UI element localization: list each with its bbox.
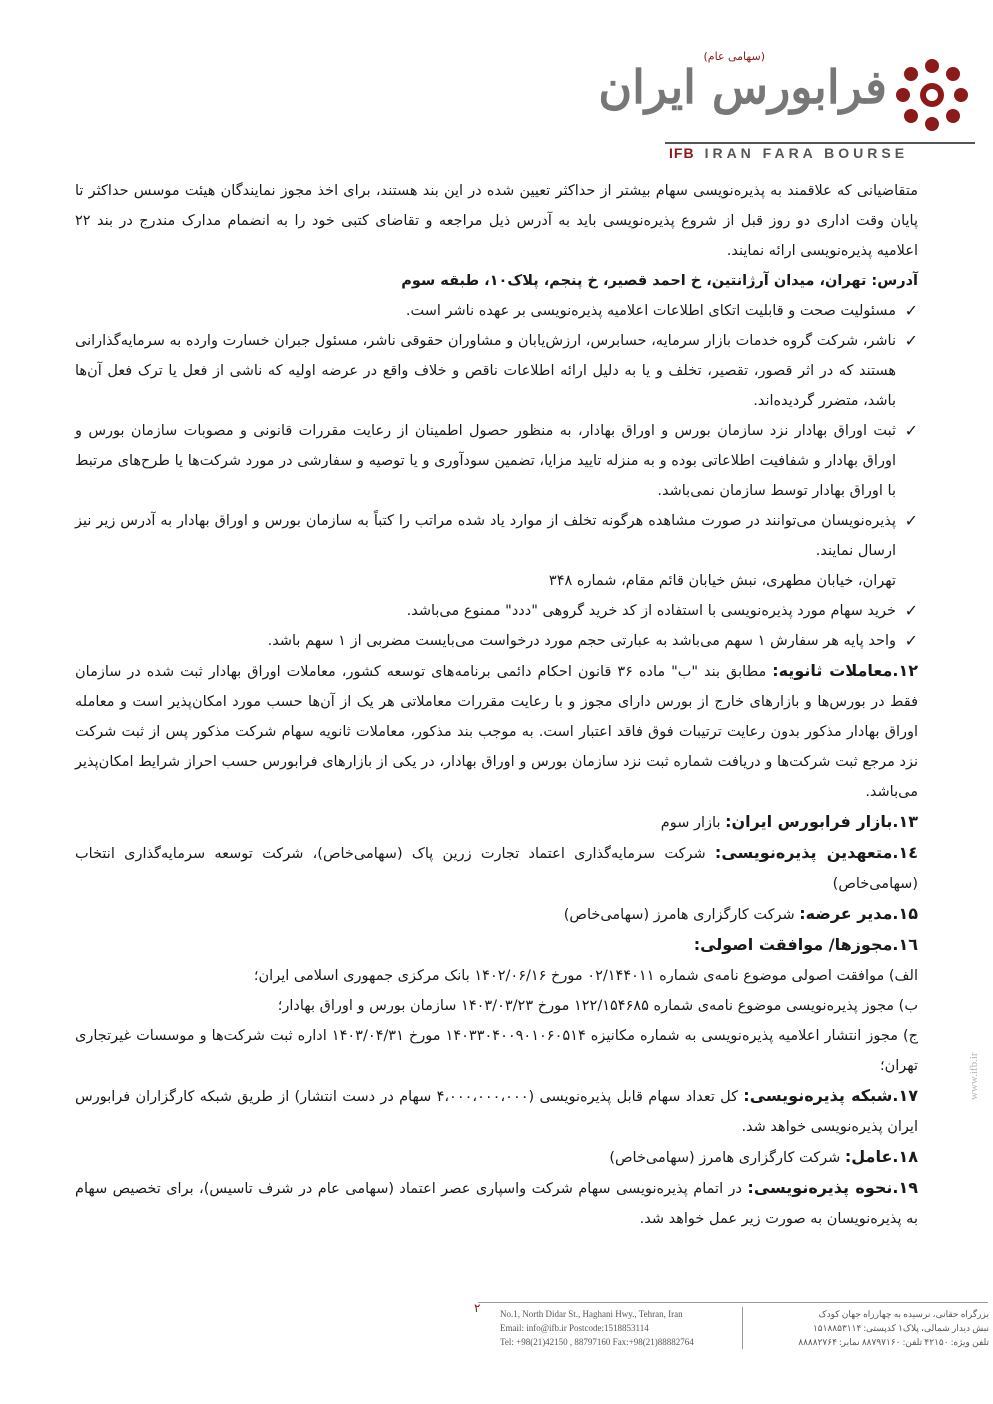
check-item: ✓ پذیره‌نویسان می‌توانند در صورت مشاهده هرگونه تخلف از موارد یاد شده مراتب را کتباً به سازمان بورس و اوراق بهادار به آدرس زیر نیز ارسال نمایند. xyxy=(75,506,918,566)
intro-paragraph: متقاضیانی که علاقمند به پذیره‌نویسی سهام بیشتر از حداکثر تعیین شده در این بند هستند، برای اخذ مجوز نمایندگان هیئت موسس حداکثر تا پایان وقت اداری دو روز قبل از شروع پذیره‌نویسی باید به آدرس ذیل مراجعه و تقاضای کتبی خود را به انضمام مدارک مندرج در بند ۲۲ اعلامیه پذیره‌نویسی ارائه نمایند. xyxy=(75,183,918,259)
section-17: ۱۷.شبکه پذیره‌نویسی: کل تعداد سهام قابل پذیره‌نویسی (۴،۰۰۰،۰۰۰،۰۰۰ سهام در دست انتشار) از طریق شبکه کارگزاران فرابورس ایران پذیره‌نویسی خواهد شد. xyxy=(75,1086,918,1135)
footer-email: Email: info@ifb.ir Postcode:1518853114 xyxy=(500,1323,649,1333)
section-heading: بازار فرابورس ایران: xyxy=(725,812,893,831)
logo-wordmark-fa: فرابورس ایران xyxy=(598,60,887,114)
section-14: ۱٤.متعهدین پذیره‌نویسی: شرکت سرمایه‌گذاری اعتماد تجارت زرین پاک (سهامی‌خاص)، شرکت توسعه سرمایه‌گذاری انتخاب (سهامی‌خاص) xyxy=(75,843,918,892)
checkmark-icon: ✓ xyxy=(904,631,918,650)
sec-address: تهران، خیابان مطهری، نبش خیابان قائم مقام، شماره ۳۴۸ xyxy=(548,573,896,589)
side-website: www.ifb.ir xyxy=(968,1052,980,1100)
check-item: ✓ واحد پایه هر سفارش ۱ سهم می‌باشد به عبارتی حجم مورد درخواست می‌بایست مضربی از ۱ سهم باشد. xyxy=(75,626,918,656)
checkmark-icon: ✓ xyxy=(904,301,918,320)
address-line: آدرس: تهران، میدان آرژانتین، خ احمد قصیر، خ پنجم، پلاک۱۰، طبقه سوم xyxy=(401,273,918,289)
checkmark-icon: ✓ xyxy=(904,511,918,530)
footer-postcode-fa: نبش دیدار شمالی، پلاک۱ کدپستی: ۱۵۱۸۸۵۳۱۱۴ xyxy=(812,1323,989,1333)
section-12: ۱۲.معاملات ثانویه: مطابق بند "ب" ماده ۳۶ قانون احکام دائمی برنامه‌های توسعه کشور، معاملات اوراق بهادار ثبت شده در سازمان فقط در بورس‌ها و بازارهای خارج از بورس دارای مجوز و با رعایت مقررات معاملاتی هر یک از آن‌ها حسب مورد امکان‌پذیر است و معامله اوراق بهادار مذکور بدون رعایت ترتیبات فوق فاقد اعتبار است. به موجب بند مذکور، معاملات ثانویه سهام شرکت مذکور پس از ثبت شرکت نزد مرجع ثبت شرکت‌ها و دریافت شماره ثبت نزد سازمان بورس و اوراق بهادار، در یکی از بازارهای فرابورس حسب احراز شرایط امکان‌پذیر می‌باشد. xyxy=(75,661,918,800)
section-heading: متعهدین پذیره‌نویسی: xyxy=(714,843,893,862)
section-heading: نحوه پذیره‌نویسی: xyxy=(747,1178,893,1197)
footer-phone: Tel: +98(21)42150 , 88797160 Fax:+98(21)88882764 xyxy=(500,1337,694,1347)
section-heading: معاملات ثانویه: xyxy=(772,661,893,680)
checkmark-icon: ✓ xyxy=(904,421,918,440)
checkmark-icon: ✓ xyxy=(904,601,918,620)
section-heading: عامل: xyxy=(844,1147,893,1166)
section-16: ۱٦.مجوزها/ موافقت اصولی: xyxy=(693,935,918,954)
section-heading: مجوزها/ موافقت اصولی: xyxy=(693,935,893,954)
footer xyxy=(478,1302,988,1355)
license-item: ب) مجوز پذیره‌نویسی موضوع نامه‌ی شماره ۱۲۲/۱۵۴۶۸۵ مورخ ۱۴۰۳/۰۳/۲۳ سازمان بورس و اوراق بهادار؛ xyxy=(277,998,918,1014)
logo-ifb: IFB xyxy=(669,145,695,161)
check-item: ✓ مسئولیت صحت و قابلیت اتکای اطلاعات اعلامیه پذیره‌نویسی بر عهده ناشر است. xyxy=(75,296,918,326)
license-item: ج) مجوز انتشار اعلامیه پذیره‌نویسی به شماره مکانیزه ۱۴۰۳۳۰۴۰۰۹۰۱۰۶۰۵۱۴ مورخ ۱۴۰۳/۰۴/۳۱ اداره ثبت شرکت‌ها و موسسات غیرتجاری تهران؛ xyxy=(75,1028,919,1074)
logo-english-bar xyxy=(665,142,975,162)
ifb-logo xyxy=(598,48,975,161)
footer-persian xyxy=(742,1307,993,1349)
footer-address-fa: بزرگراه حقانی، نرسیده به چهارراه جهان کودک xyxy=(818,1309,989,1319)
document-body xyxy=(75,176,918,1234)
footer-english xyxy=(500,1307,736,1349)
section-heading: مدیر عرضه: xyxy=(799,904,893,923)
section-heading: شبکه پذیره‌نویسی: xyxy=(743,1086,893,1105)
check-item: ✓ ثبت اوراق بهادار نزد سازمان بورس و اوراق بهادار، به منظور حصول اطمینان از رعایت مقررات قانونی و مصوبات سازمان بورس و اوراق بهادار و شفافیت اطلاعاتی بوده و به منزله تایید مزایا، تضمین سودآوری و یا توصیه و سفارشی در مورد شرکت‌ها یا طرح‌های مرتبط با اوراق بهادار توسط سازمان نمی‌باشد. xyxy=(75,416,918,506)
section-13: ۱۳.بازار فرابورس ایران: بازار سوم xyxy=(660,812,918,831)
ifb-emblem-icon xyxy=(891,54,973,136)
check-item: ✓ خرید سهام مورد پذیره‌نویسی با استفاده از کد خرید گروهی "ددد" ممنوع می‌باشد. xyxy=(75,596,918,626)
checkmark-icon: ✓ xyxy=(904,331,918,350)
logo-wordmark-en: IRAN FARA BOURSE xyxy=(704,145,909,161)
footer-address-en: No.1, North Didar St., Haghani Hwy., Tehran, Iran xyxy=(500,1309,683,1319)
logo-tagline: (سهامی عام) xyxy=(703,50,765,63)
section-15: ۱۵.مدیر عرضه: شرکت کارگزاری هامرز (سهامی‌خاص) xyxy=(563,904,918,923)
check-item: ✓ ناشر، شرکت گروه خدمات بازار سرمایه، حسابرس، ارزش‌یابان و مشاوران حقوقی ناشر، مسئول جبران خسارت وارده به سرمایه‌گذارانی هستند که در اثر قصور، تقصیر، تخلف و یا به دلیل ارائه اطلاعات ناقص و خلاف واقع در عرضه اولیه که ناشی از فعل یا ترک فعل آن‌ها باشد، متضرر گردیده‌اند. xyxy=(75,326,918,416)
page-number: ۲ xyxy=(474,1301,481,1315)
footer-phone-fa: تلفن ویژه: ۴۲۱۵۰ تلفن: ۸۸۷۹۷۱۶۰ نمابر: ۸۸۸۸۲۷۶۴ xyxy=(798,1337,989,1347)
section-19: ۱۹.نحوه پذیره‌نویسی: در اتمام پذیره‌نویسی سهام شرکت واسپاری عصر اعتماد (سهامی عام در شرف تاسیس)، برای تخصیص سهام به پذیره‌نویسان به صورت زیر عمل خواهد شد. xyxy=(75,1178,919,1227)
license-item: الف) موافقت اصولی موضوع نامه‌ی شماره ۰۲/۱۴۴۰۱۱ مورخ ۱۴۰۲/۰۶/۱۶ بانک مرکزی جمهوری اسلامی ایران؛ xyxy=(253,968,918,984)
section-18: ۱۸.عامل: شرکت کارگزاری هامرز (سهامی‌خاص) xyxy=(609,1147,918,1166)
